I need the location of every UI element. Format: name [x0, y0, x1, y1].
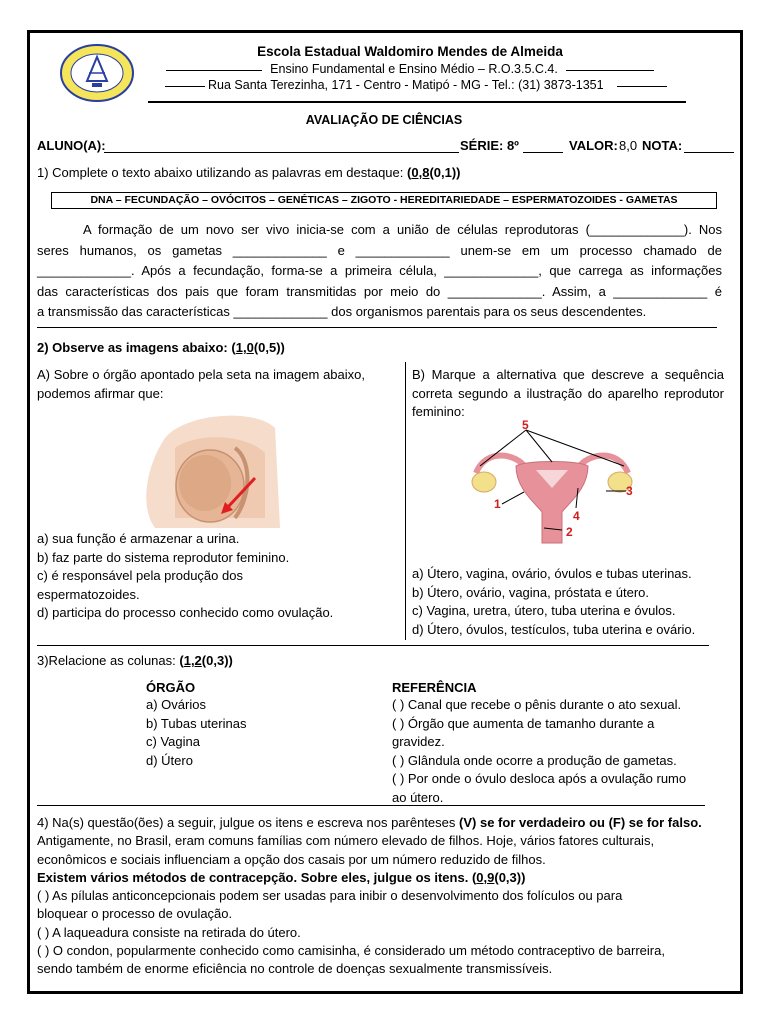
q3-col1-item-a: a) Ovários [146, 697, 206, 712]
q2a-option-d[interactable]: d) participa do processo conhecido como ovulação. [37, 605, 334, 620]
exam-title: AVALIAÇÃO DE CIÊNCIAS [305, 113, 463, 127]
q1-keyword-box: DNA – FECUNDAÇÃO – OVÓCITOS – GENÉTICAS – ZIGOTO - HEREDITARIEDADE – ESPERMATOZOIDES - GAMETAS [51, 192, 717, 209]
q3-col2-item-2[interactable]: ( ) Órgão que aumenta de tamanho durante a [392, 715, 655, 731]
uterus-label-1: 1 [494, 497, 501, 511]
valor-label: VALOR: [569, 138, 618, 153]
q3-col1-item-c: c) Vagina [146, 734, 200, 749]
school-address: Rua Santa Terezinha, 171 - Centro - Matipó - MG - Tel.: (31) 3873-1351 [208, 78, 604, 92]
uterus-label-5: 5 [522, 418, 529, 432]
q3-prompt [37, 653, 233, 668]
q4-text-2: econômicos e sociais influenciam a opção dos casais por um número reduzido de filhos. [37, 851, 546, 867]
q3-col2-list [392, 696, 732, 807]
q3-col2-item-4[interactable]: ( ) Por onde o óvulo desloca após a ovulação rumo [392, 771, 687, 786]
q3-col1-item-b: b) Tubas uterinas [146, 715, 247, 731]
q3-score-main: 1,2 [183, 653, 202, 668]
q2-score-detail: (0,5)) [253, 340, 285, 355]
nota-label: NOTA: [642, 138, 683, 153]
q4-score-main: 0,9 [476, 869, 495, 885]
header-rule-right-2 [617, 86, 667, 87]
school-name: Escola Estadual Waldomiro Mendes de Almeida [257, 44, 563, 59]
q3-col2-item-2-cont: gravidez. [392, 734, 445, 749]
q3-col1-list [146, 696, 246, 770]
q4-item-2[interactable]: ( ) A laqueadura consiste na retirada do útero. [37, 924, 301, 940]
q2-divider [37, 645, 709, 646]
q2b-option-a[interactable]: a) Útero, vagina, ovário, óvulos e tubas uterinas. [412, 566, 692, 581]
q3-col2-item-4-cont: ao útero. [392, 789, 444, 805]
uterus-illustration [466, 418, 638, 554]
uterus-label-4: 4 [573, 509, 580, 523]
q4-score-open: ( [471, 869, 477, 885]
q3-prompt-text: 3)Relacione as colunas: [37, 653, 176, 668]
q3-col2-item-1[interactable]: ( ) Canal que recebe o pênis durante o ato sexual. [392, 697, 682, 712]
q4-item-1[interactable]: ( ) As pílulas anticoncepcionais podem ser usadas para inibir o desenvolvimento dos folículos ou para [37, 888, 623, 904]
testicle-illustration [135, 408, 285, 533]
q2-score-open: ( [231, 340, 236, 355]
q2b-options [412, 565, 727, 639]
nota-field[interactable] [684, 152, 734, 153]
q2a-options [37, 530, 367, 623]
q1-divider [37, 327, 717, 328]
q3-col1-header: ÓRGÃO [146, 680, 196, 695]
q1-line-2: seres humanos, os gametas _____________ e _____________ unem-se em um processo chamado de [37, 242, 722, 258]
student-label: ALUNO(A): [37, 138, 106, 153]
q1-score-main: 0,8 [411, 165, 430, 180]
q4-bold-line [37, 869, 742, 887]
serie-label: SÉRIE: 8º [460, 138, 519, 153]
q4-intro-text: 4) Na(s) questão(ões) a seguir, julgue os itens e escreva nos parênteses [37, 815, 456, 830]
q4-score-detail: (0,3)) [494, 869, 526, 885]
q3-col2-item-3[interactable]: ( ) Glândula onde ocorre a produção de gametas. [392, 752, 677, 768]
q2b-option-d[interactable]: d) Útero, óvulos, testículos, tuba uterina e ovário. [412, 621, 696, 637]
q2-score-main: 1,0 [235, 340, 254, 355]
q1-line-4: das características dos pais que foram transmitidas por meio do _____________. Assim, a _____________ é [37, 283, 722, 299]
q4-text-1: Antigamente, no Brasil, eram comuns famílias com número elevado de filhos. Hoje, vários fatores culturais, [37, 833, 655, 849]
q1-line-5: a transmissão das características _____________ dos organismos parentais para os seus descendentes. [37, 304, 647, 319]
q2b-prompt: B) Marque a alternativa que descreve a sequência correta segundo a ilustração do aparelho reprodutor feminino: [412, 367, 724, 419]
q4-item-1-cont: bloquear o processo de ovulação. [37, 906, 233, 922]
valor-value: 8,0 [619, 138, 638, 153]
school-level: Ensino Fundamental e Ensino Médio – R.O.3.5.C.4. [270, 62, 558, 76]
q1-prompt-text: 1) Complete o texto abaixo utilizando as palavras em destaque: [37, 165, 404, 180]
q4-block [37, 814, 742, 979]
q4-intro [37, 814, 742, 832]
q2b-option-b[interactable]: b) Útero, ovário, vagina, próstata e útero. [412, 584, 650, 600]
q3-score-detail: (0,3)) [201, 653, 233, 668]
q1-score-detail: (0,1)) [429, 165, 461, 180]
student-name-field[interactable] [104, 152, 459, 153]
q2-prompt-text: 2) Observe as imagens abaixo: [37, 340, 228, 355]
q1-score-open: ( [407, 165, 412, 180]
q3-score-open: ( [179, 653, 184, 668]
header-separator [148, 101, 686, 103]
header-rule-right-1 [566, 70, 654, 71]
uterus-label-3: 3 [626, 484, 633, 498]
q2b-option-c[interactable]: c) Vagina, uretra, útero, tuba uterina e óvulos. [412, 603, 676, 618]
q2-column-divider [405, 362, 406, 640]
q1-line-1: A formação de um novo ser vivo inicia-se com a união de células reprodutoras (_____________). Nos [83, 222, 722, 237]
serie-field[interactable] [523, 152, 563, 153]
q2a-option-b[interactable]: b) faz parte do sistema reprodutor feminino. [37, 549, 290, 565]
q4-item-3[interactable]: ( ) O condon, popularmente conhecido como camisinha, é considerado um método contraceptivo de barreira, [37, 943, 665, 959]
q2-prompt [37, 340, 285, 355]
q3-col2-header: REFERÊNCIA [392, 680, 477, 695]
q1-prompt [37, 165, 461, 180]
q1-paragraph [37, 220, 722, 323]
q4-item-3-cont: sendo também de enorme eficiência no controle de doenças sexualmente transmissíveis. [37, 961, 553, 977]
q4-intro-bold: (V) se for verdadeiro ou (F) se for falso. [459, 815, 702, 830]
q1-line-3: _____________. Após a fecundação, forma-se a primeira célula, _____________, que carrega as informações [37, 263, 722, 278]
q2a-option-c[interactable]: c) é responsável pela produção dos espermatozoides. [37, 568, 243, 602]
q2a-option-a[interactable]: a) sua função é armazenar a urina. [37, 531, 240, 546]
q3-divider [37, 805, 705, 806]
header-rule-left-1 [166, 70, 262, 71]
q4-bold-line-text: Existem vários métodos de contracepção. Sobre eles, julgue os itens. [37, 869, 469, 885]
header-rule-left-2 [165, 86, 205, 87]
uterus-label-2: 2 [566, 525, 573, 539]
q2a-prompt: A) Sobre o órgão apontado pela seta na imagem abaixo, podemos afirmar que: [37, 367, 365, 401]
q3-col1-item-d: d) Útero [146, 752, 193, 768]
